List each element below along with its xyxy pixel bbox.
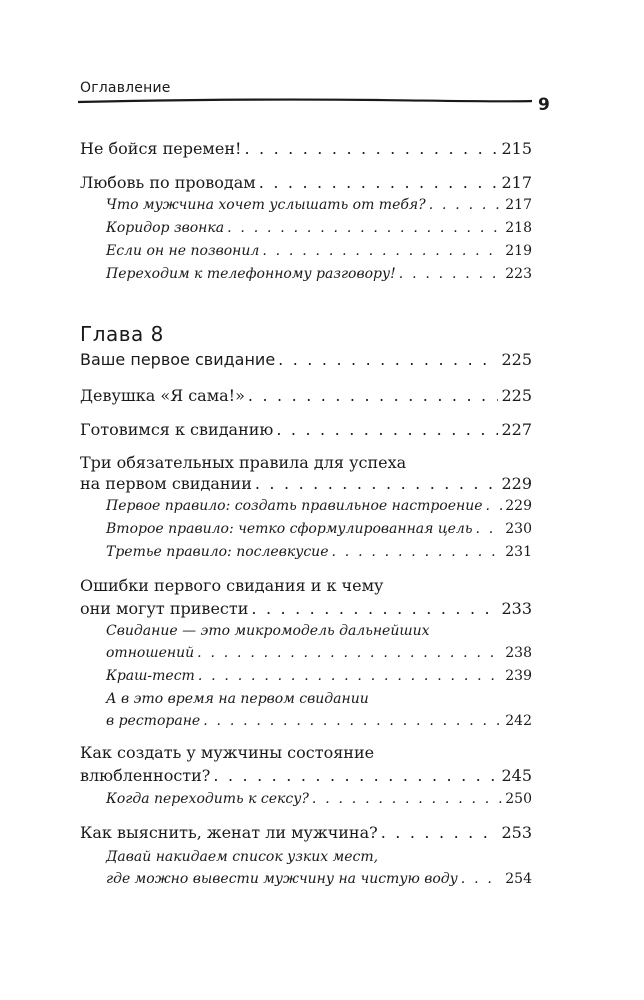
toc-title-line[interactable]: Ошибки первого свидания и к чему <box>80 576 384 595</box>
toc-title: в ресторане <box>106 713 201 729</box>
toc-page: 253 <box>501 823 532 842</box>
dot-leader <box>312 792 502 806</box>
dot-leader <box>399 267 503 281</box>
dot-leader <box>276 422 498 438</box>
toc-subtitle-line[interactable]: А в это время на первом свидании <box>106 691 369 707</box>
toc-title: Готовимся к свиданию <box>80 420 274 439</box>
toc-page: 230 <box>505 521 532 537</box>
dot-leader <box>197 646 502 660</box>
toc-subentry[interactable] <box>106 198 532 212</box>
toc-subentry[interactable] <box>106 244 532 258</box>
toc-page: 217 <box>501 173 532 192</box>
toc-page: 231 <box>505 544 532 560</box>
toc-title: Третье правило: послевкусие <box>106 544 329 560</box>
toc-title: Любовь по проводам <box>80 173 256 192</box>
toc-subtitle-line[interactable]: Свидание — это микромодель дальнейших <box>106 623 430 639</box>
toc-subentry[interactable] <box>106 545 532 559</box>
dot-leader <box>227 221 502 235</box>
toc-title: Что мужчина хочет услышать от тебя? <box>106 197 426 213</box>
toc-entry[interactable] <box>80 476 532 492</box>
page-number: 9 <box>538 95 550 115</box>
chapter-title: Ваше первое свидание <box>80 350 276 369</box>
dot-leader <box>486 499 503 513</box>
dot-leader <box>262 244 502 258</box>
dot-leader <box>255 476 499 492</box>
toc-entry[interactable] <box>80 768 532 784</box>
dot-leader <box>259 175 499 191</box>
toc-title: на первом свидании <box>80 474 252 493</box>
toc-page: 225 <box>501 350 532 369</box>
toc-page: 223 <box>505 266 532 282</box>
toc-subentry[interactable] <box>106 522 532 536</box>
toc-title-line[interactable]: Как создать у мужчины состояние <box>80 743 375 762</box>
toc-entry[interactable] <box>80 388 532 404</box>
toc-page: 215 <box>501 139 532 158</box>
dot-leader <box>203 714 502 728</box>
toc-page: 242 <box>505 713 532 729</box>
dot-leader <box>213 768 498 784</box>
toc-subentry[interactable] <box>106 221 532 235</box>
toc-entry[interactable] <box>80 175 532 191</box>
toc-title: влюбленности? <box>80 766 211 785</box>
dot-leader <box>248 388 499 404</box>
toc-page: 227 <box>501 420 532 439</box>
dot-leader <box>244 141 498 157</box>
toc-subentry[interactable] <box>106 714 532 728</box>
toc-title: Первое правило: создать правильное настроение <box>106 498 483 514</box>
toc-subentry[interactable] <box>106 499 532 513</box>
toc-page: 245 <box>501 766 532 785</box>
toc-title: они могут привести <box>80 599 249 618</box>
toc-title: где можно вывести мужчину на чистую воду <box>106 871 458 887</box>
toc-title: Не бойся перемен! <box>80 139 242 158</box>
toc-entry[interactable] <box>80 422 532 438</box>
toc-page: 239 <box>505 668 532 684</box>
dot-leader <box>429 198 503 212</box>
toc-page: 225 <box>501 386 532 405</box>
toc-page: 238 <box>505 645 532 661</box>
toc-entry[interactable] <box>80 141 532 157</box>
toc-page: 229 <box>501 474 532 493</box>
toc-subentry[interactable] <box>106 872 532 886</box>
toc-page: 218 <box>505 220 532 236</box>
dot-leader <box>251 601 498 617</box>
toc-page: 254 <box>505 871 532 887</box>
toc-title: отношений <box>106 645 195 661</box>
toc-page: 219 <box>505 243 532 259</box>
toc-page: 233 <box>501 599 532 618</box>
toc-subentry[interactable] <box>106 646 532 660</box>
toc-title: Девушка «Я сама!» <box>80 386 245 405</box>
toc-entry[interactable] <box>80 601 532 617</box>
header-rule <box>78 96 532 106</box>
toc-title: Краш-тест <box>106 668 195 684</box>
toc-title: Переходим к телефонному разговору! <box>106 266 396 282</box>
toc-page: 229 <box>505 498 532 514</box>
dot-leader <box>475 522 502 536</box>
dot-leader <box>198 669 502 683</box>
toc-entry[interactable] <box>80 825 532 841</box>
toc-title: Если он не позвонил <box>106 243 260 259</box>
toc-page: 217 <box>505 197 532 213</box>
toc-title: Как выяснить, женат ли мужчина? <box>80 823 378 842</box>
toc-subentry[interactable] <box>106 792 532 806</box>
toc-title-line[interactable]: Три обязательных правила для успеха <box>80 453 407 472</box>
toc-subtitle-line[interactable]: Давай накидаем список узких мест, <box>106 849 379 865</box>
dot-leader <box>278 352 498 368</box>
toc-page: 250 <box>505 791 532 807</box>
running-header: Оглавление <box>80 80 171 96</box>
toc-title: Второе правило: четко сформулированная цель <box>106 521 473 537</box>
dot-leader <box>331 545 502 559</box>
chapter-title-entry[interactable] <box>80 352 532 368</box>
chapter-label: Глава 8 <box>80 322 164 346</box>
toc-title: Коридор звонка <box>106 220 225 236</box>
dot-leader <box>381 825 499 841</box>
toc-title: Когда переходить к сексу? <box>106 791 309 807</box>
toc-subentry[interactable] <box>106 267 532 281</box>
toc-subentry[interactable] <box>106 669 532 683</box>
dot-leader <box>461 872 502 886</box>
